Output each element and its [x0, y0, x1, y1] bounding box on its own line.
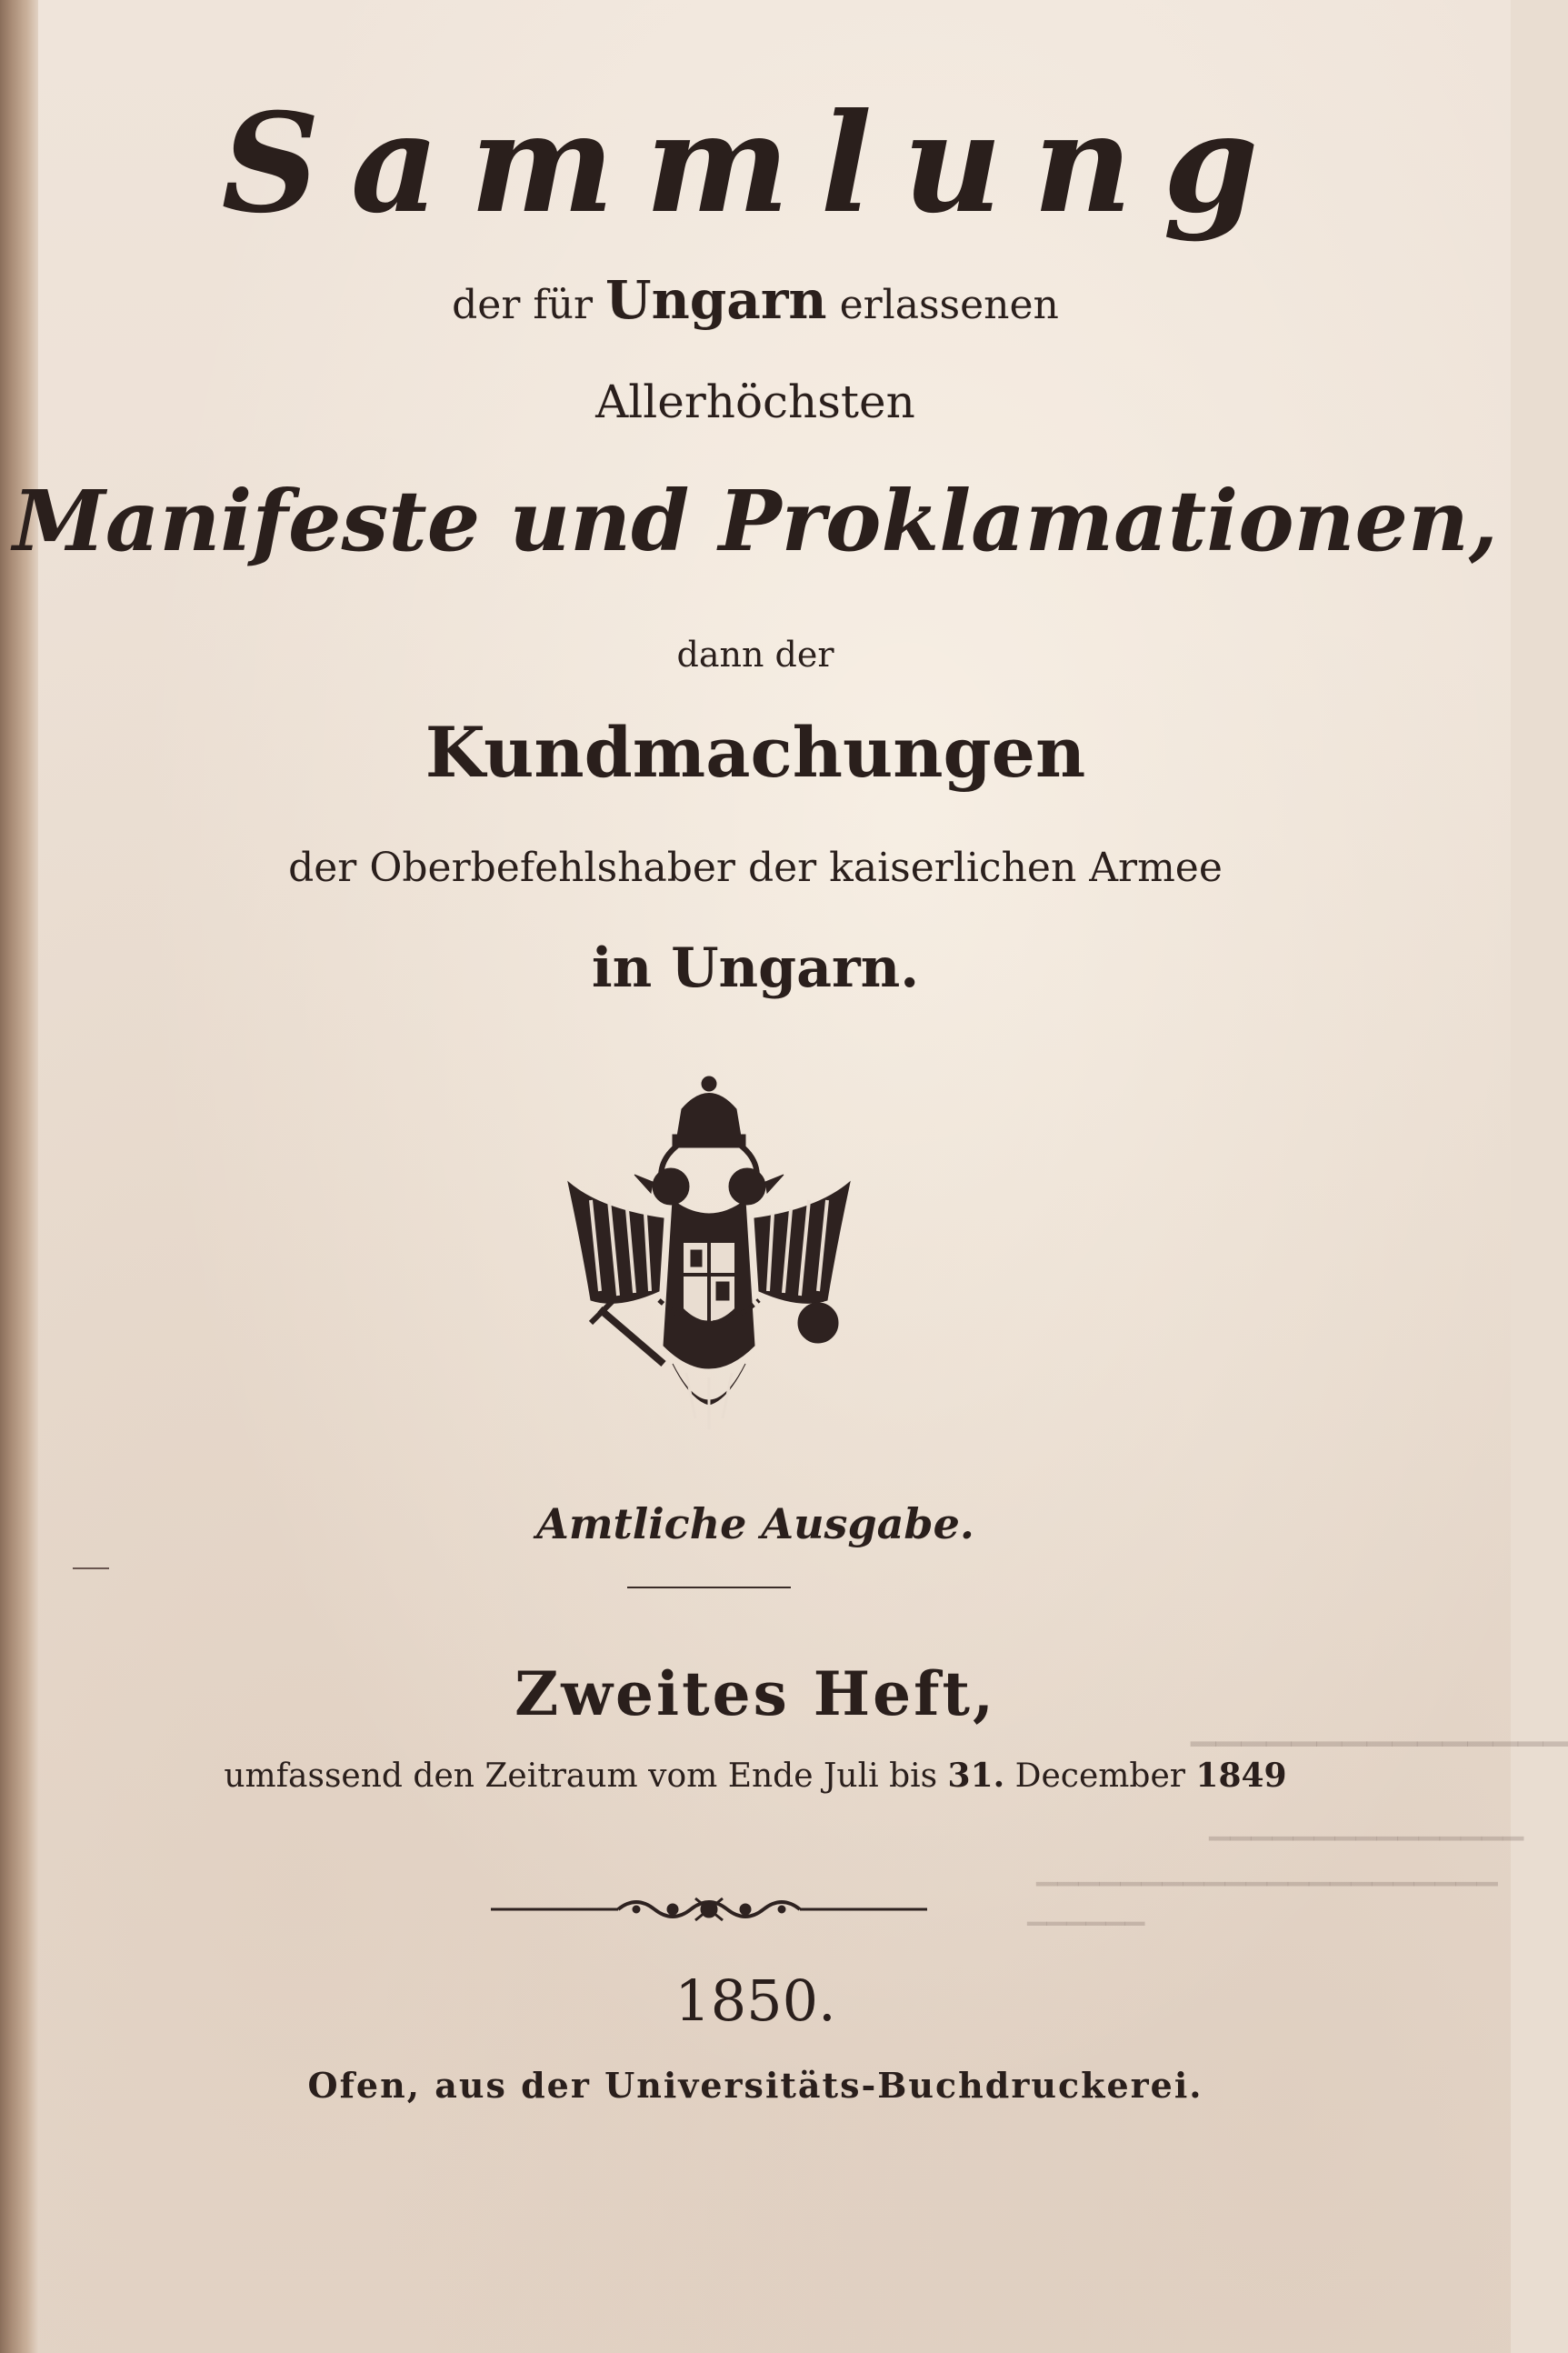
main-heading: Manifeste und Proklamationen,	[13, 472, 1498, 570]
period-line	[0, 1753, 1511, 1799]
imprint-year: 1850.	[674, 1968, 836, 2034]
show-through-mark: ▁▁▁▁▁▁	[1027, 1896, 1145, 1926]
period-day: 31.	[947, 1757, 1005, 1795]
subtitle-post: erlassenen	[826, 282, 1059, 328]
connector-text: dann der	[676, 635, 834, 675]
subtitle-emphasis: Ungarn	[604, 269, 827, 331]
second-subtitle: der Oberbefehlshaber der kaiserlichen Armee	[288, 845, 1223, 891]
part-heading: Zweites Heft,	[514, 1658, 996, 1729]
show-through-mark: ▁▁▁▁▁▁▁▁▁▁▁▁▁▁▁▁▁▁▁▁▁▁	[1036, 1855, 1498, 1887]
subtitle-line-2: Allerhöchsten	[595, 375, 915, 428]
subtitle-line-1	[0, 269, 1511, 333]
title: Sammlung	[221, 84, 1290, 244]
period-month: December	[1004, 1757, 1196, 1795]
period-year: 1849	[1195, 1757, 1287, 1795]
imprint-line: Ofen, aus der Universitäts-Buchdruckerei.	[307, 2065, 1203, 2106]
margin-mark	[73, 1567, 109, 1569]
location-line: in Ungarn.	[591, 936, 920, 1000]
show-through-mark: ▁▁▁▁▁▁▁▁▁▁▁▁▁▁▁	[1191, 1709, 1568, 1747]
coat-of-arms-icon	[564, 1073, 854, 1437]
subtitle-pre: der für	[452, 282, 605, 328]
period-text: umfassend den Zeitraum vom Ende Juli bis	[224, 1757, 948, 1795]
edition-line: Amtliche Ausgabe.	[536, 1499, 974, 1548]
ornamental-divider-icon	[491, 1891, 927, 1927]
divider	[627, 1587, 791, 1588]
show-through-mark: ▁▁▁▁▁▁▁▁▁▁▁▁▁▁▁	[1209, 1809, 1524, 1841]
second-heading: Kundmachungen	[424, 712, 1086, 793]
